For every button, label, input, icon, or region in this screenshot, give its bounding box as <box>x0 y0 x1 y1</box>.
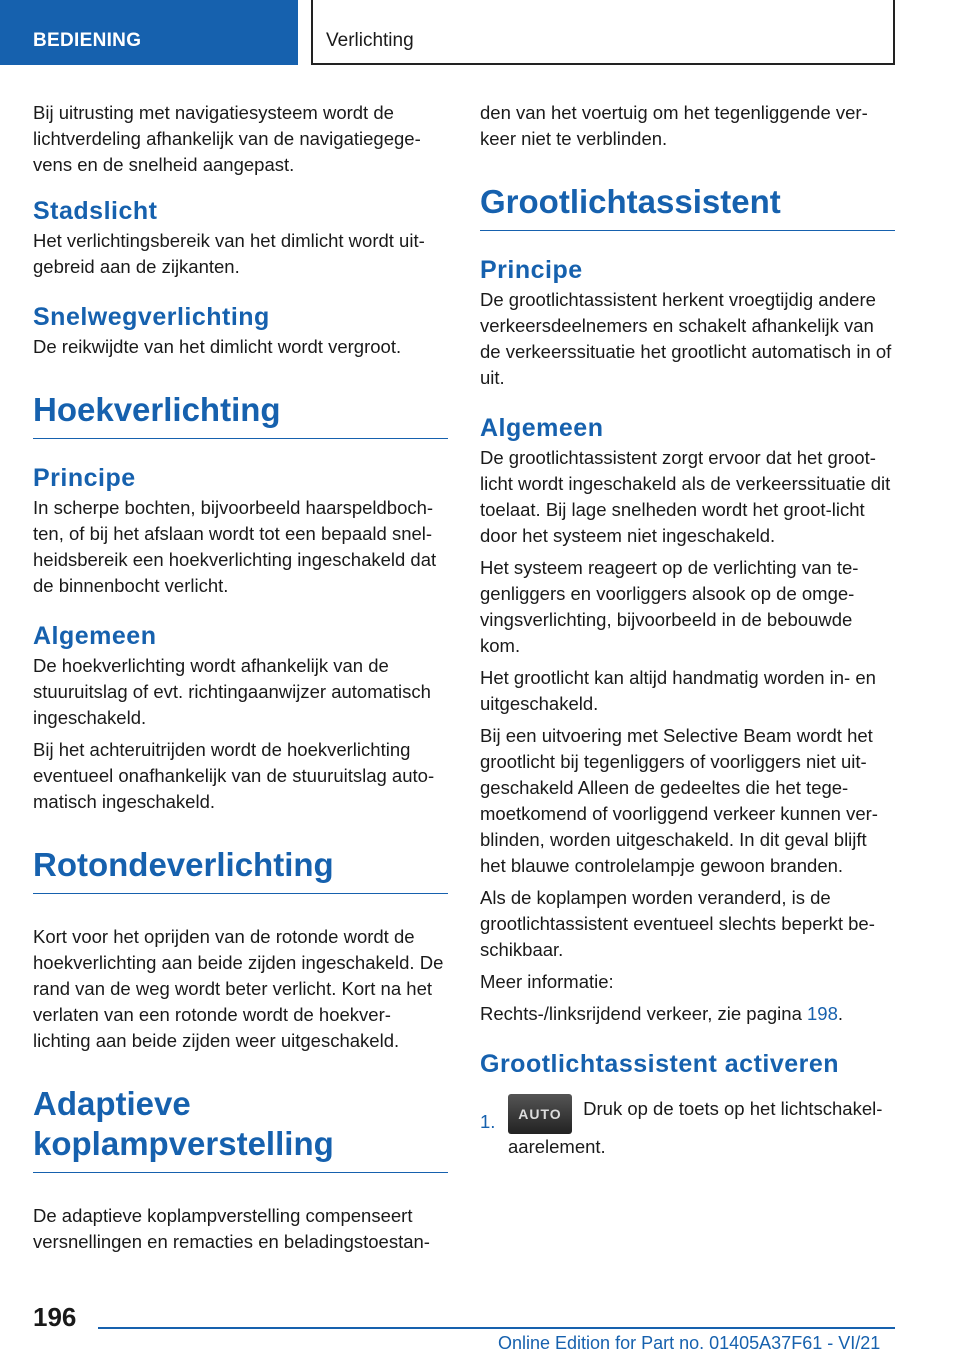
paragraph-hoek-algemeen-1: De hoekverlichting wordt afhankelijk van de stuuruitslag of evt. richtingaanwijzer automatisch ingeschakeld. <box>33 655 431 728</box>
section-tab <box>0 0 298 65</box>
auto-button-icon: AUTO <box>508 1094 572 1134</box>
section-title: BEDIENING <box>33 30 142 51</box>
reference-end: . <box>837 1003 844 1024</box>
paragraph-algemeen-2: Het systeem reageert op de verlichting van te-genliggers en voorliggers alsook op de omge-vingsverlichting, bijvoorbeeld in de bebouwde kom. <box>480 557 859 656</box>
reference-text: Rechts-/linksrijdend verkeer, zie pagina <box>480 1003 807 1024</box>
heading-snelwegverlichting: Snelwegverlichting <box>33 303 270 331</box>
paragraph-adaptief: De adaptieve koplampverstelling compenseert versnellingen en remacties en beladingstoestan- <box>33 1205 430 1252</box>
heading-rotondeverlichting: Rotondeverlichting <box>33 845 448 894</box>
paragraph-algemeen-5: Als de koplampen worden veranderd, is de grootlichtassistent eventueel slechts beperkt be-schikbaar. <box>480 887 875 960</box>
paragraph-principe: De grootlichtassistent herkent vroegtijdig andere verkeersdeelnemers en schakelt afhankelijk van de verkeerssituatie het grootlicht automatisch in of uit. <box>480 289 892 388</box>
heading-activeren: Grootlichtassistent activeren <box>480 1050 840 1078</box>
heading-adaptieve-koplampverstelling: Adaptieve koplampverstelling <box>33 1084 448 1173</box>
paragraph-reference <box>480 1001 895 1027</box>
paragraph-hoek-algemeen-2: Bij het achteruitrijden wordt de hoekverlichting eventueel onafhankelijk van de stuuruitslag auto-matisch ingeschakeld. <box>33 739 435 812</box>
heading-hoek-algemeen: Algemeen <box>33 622 157 650</box>
paragraph-stadslicht: Het verlichtingsbereik van het dimlicht wordt uit-gebreid aan de zijkanten. <box>33 230 425 277</box>
heading-principe: Principe <box>480 256 583 284</box>
heading-algemeen: Algemeen <box>480 414 604 442</box>
paragraph-meer-informatie: Meer informatie: <box>480 971 614 992</box>
right-column <box>480 100 895 1160</box>
paragraph-continued: den van het voertuig om het tegenliggende ver-keer niet te verblinden. <box>480 102 868 149</box>
chapter-title: Verlichting <box>326 30 414 51</box>
heading-hoek-principe: Principe <box>33 464 136 492</box>
heading-hoekverlichting: Hoekverlichting <box>33 390 448 439</box>
heading-stadslicht: Stadslicht <box>33 197 158 225</box>
page-198-link[interactable]: 198 <box>807 1003 838 1024</box>
paragraph-hoek-principe: In scherpe bochten, bijvoorbeeld haarspeldboch-ten, of bij het afslaan wordt tot een bepaald snel-heidsbereik een hoekverlichting ingeschakeld dat de binnenbocht verlicht. <box>33 497 437 596</box>
step-1 <box>480 1087 895 1160</box>
heading-grootlichtassistent: Grootlichtassistent <box>480 182 895 231</box>
footer-divider <box>98 1327 895 1329</box>
step-text-2: aarelement. <box>508 1136 606 1157</box>
page-number: 196 <box>33 1302 77 1332</box>
chapter-tab <box>311 0 895 65</box>
paragraph-algemeen-1: De grootlichtassistent zorgt ervoor dat het groot-licht wordt ingeschakeld als de verkeerssituatie dit toelaat. Bij lage snelheden wordt het groot-licht door het systeem niet ingeschakeld. <box>480 447 891 546</box>
edition-footer: Online Edition for Part no. 01405A37F61 - VI/21 <box>498 1333 881 1353</box>
paragraph-rotonde: Kort voor het oprijden van de rotonde wordt de hoekverlichting aan beide zijden ingeschakeld. De rand van de weg wordt beter verlicht. Kort na het verlaten van een rotonde wordt de hoekver-lichting aan beide zijden weer uitgeschakeld. <box>33 926 444 1051</box>
paragraph-algemeen-3: Het grootlicht kan altijd handmatig worden in- en uitgeschakeld. <box>480 667 876 714</box>
paragraph-algemeen-4: Bij een uitvoering met Selective Beam wordt het grootlicht bij tegenliggers of voorliggers niet uit-geschakeld Alleen de gedeeltes die het tege-moetkomend of voorliggend verkeer kunnen ver-blinden, worden uitgeschakeld. In dit geval blijft het blauwe controlelampje gewoon branden. <box>480 725 878 876</box>
step-text-1: Druk op de toets op het lichtschakel- <box>578 1098 883 1119</box>
intro-paragraph: Bij uitrusting met navigatiesysteem wordt de lichtverdeling afhankelijk van de navigatiegege-vens en de snelheid aangepast. <box>33 102 421 175</box>
paragraph-snelwegverlichting: De reikwijdte van het dimlicht wordt vergroot. <box>33 336 402 357</box>
left-column <box>33 100 448 1261</box>
step-number: 1. <box>480 1111 496 1132</box>
